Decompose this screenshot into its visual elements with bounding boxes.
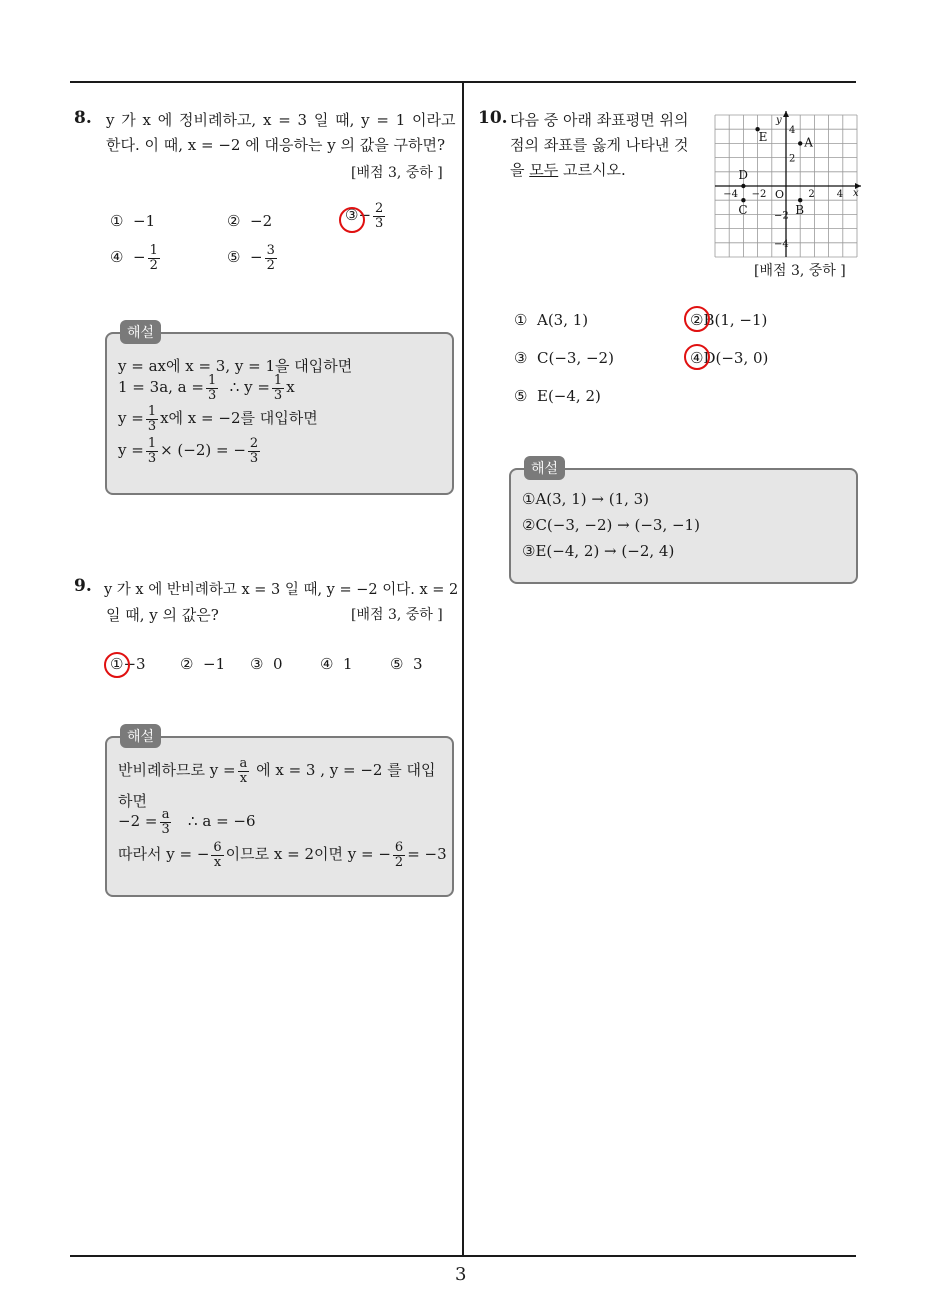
y-tick-label: 4	[789, 125, 796, 137]
q8-answer-circle	[339, 207, 365, 233]
q10-sol-line3: ③E(−4, 2) → (−2, 4)	[522, 542, 675, 560]
point-label-E: E	[758, 130, 768, 145]
q10-choice-5[interactable]: ⑤ E(−4, 2)	[514, 387, 601, 405]
q9-score: [배점 3, 중하 ]	[351, 607, 443, 623]
q10-sol-line1: ①A(3, 1) → (1, 3)	[522, 490, 650, 508]
y-tick-label: −4	[774, 238, 789, 250]
q9-choice-5[interactable]: ⑤ 3	[390, 655, 423, 673]
y-axis-arrow	[783, 111, 789, 117]
q10-choice-1[interactable]: ① A(3, 1)	[514, 311, 589, 329]
q10-answer-circle-4	[684, 344, 710, 370]
point-label-A: A	[804, 135, 813, 150]
q9-answer-circle	[104, 652, 130, 678]
q8-sol-line4: y = $\frac{1}{3}$ × (−2) = − $\frac{2}{3}$	[118, 436, 259, 466]
q10-score: [배점 3, 중하 ]	[754, 263, 846, 279]
q8-sol-line1: y = ax에 x = 3, y = 1을 대입하면	[118, 357, 353, 375]
q8-choice-2[interactable]: ② −2	[227, 212, 273, 230]
point-label-D: D	[738, 168, 749, 182]
q10-number: 10.	[478, 108, 508, 128]
q9-choice-1[interactable]: ①−3	[110, 655, 146, 673]
q8-sol-line2: 1 = 3a, a = $\frac{1}{3}$ ∴ y = $\frac{1}{3}$ x	[118, 373, 295, 403]
point-D	[741, 184, 745, 188]
origin-label: O	[775, 188, 785, 201]
q10-choice-2[interactable]: ②B(1, −1)	[690, 311, 768, 329]
q10-solution-tag: 해설	[524, 456, 565, 480]
point-label-C: C	[738, 203, 748, 218]
q10-text-line1: 다음 중 아래 좌표평면 위의	[510, 111, 689, 129]
y-axis-label: y	[776, 115, 782, 126]
point-C	[741, 198, 745, 202]
q8-number: 8.	[74, 108, 92, 128]
q10-answer-circle-2	[684, 306, 710, 332]
q9-number: 9.	[74, 576, 92, 596]
q8-choice-5[interactable]: ⑤ − $\frac{3}{2}$	[227, 243, 275, 273]
column-divider	[462, 83, 464, 1257]
q9-text-line1: y 가 x 에 반비례하고 x = 3 일 때, y = −2 이다. x = 2	[104, 582, 459, 598]
page-number: 3	[455, 1264, 467, 1285]
x-tick-label: −4	[723, 189, 738, 200]
x-tick-label: 2	[808, 189, 815, 200]
q9-choice-2[interactable]: ② −1	[180, 655, 226, 673]
point-label-B: B	[795, 203, 805, 218]
point-B	[798, 198, 802, 202]
q8-choice-1[interactable]: ① −1	[110, 212, 156, 230]
q9-sol-line1: 반비례하므로 y = $\frac{a}{x}$ 에 x = 3 , y = −2 를 대입	[118, 756, 436, 786]
q9-choice-4[interactable]: ④ 1	[320, 655, 353, 673]
q9-choice-3[interactable]: ③ 0	[250, 655, 283, 673]
y-tick-label: 2	[789, 153, 796, 165]
q8-text-line1: y 가 x 에 정비례하고, x = 3 일 때, y = 1 이라고	[106, 111, 456, 129]
axes	[715, 111, 861, 257]
x-axis-label: x	[853, 188, 859, 199]
q8-text-line2: 한다. 이 때, x = −2 에 대응하는 y 의 값을 구하면?	[106, 136, 445, 154]
q9-sol-line2: 하면	[118, 792, 147, 810]
q10-choice-3[interactable]: ③ C(−3, −2)	[514, 349, 614, 367]
x-tick-label: −2	[751, 189, 767, 200]
point-A	[798, 141, 802, 145]
q8-choice-3[interactable]: ③− $\frac{2}{3}$	[345, 201, 384, 231]
q8-choice-4[interactable]: ④ − $\frac{1}{2}$	[110, 243, 158, 273]
q8-score: [배점 3, 중하 ]	[351, 165, 443, 181]
q9-text-line2: 일 때, y 의 값은?	[106, 606, 219, 624]
y-tick-label: −2	[774, 210, 789, 222]
q10-coordinate-plane	[714, 114, 864, 264]
bottom-rule	[70, 1255, 856, 1257]
q9-sol-line3: −2 = $\frac{a}{3}$ ∴ a = −6	[118, 807, 256, 837]
q10-text-line3: 을 모두 고르시오.	[510, 161, 626, 179]
q9-solution-tag: 해설	[120, 724, 161, 748]
q8-solution-tag: 해설	[120, 320, 161, 344]
q10-text-line2: 점의 좌표를 옳게 나타낸 것	[510, 136, 689, 154]
q10-sol-line2: ②C(−3, −2) → (−3, −1)	[522, 516, 700, 534]
q9-sol-line4: 따라서 y = − $\frac{6}{x}$ 이므로 x = 2이면 y = − $\frac{6}{2}$ = −3	[118, 840, 447, 870]
q8-sol-line3: y = $\frac{1}{3}$ x에 x = −2를 대입하면	[118, 404, 318, 434]
x-tick-label: 4	[836, 189, 844, 200]
q10-choice-4[interactable]: ④D(−3, 0)	[690, 349, 769, 367]
